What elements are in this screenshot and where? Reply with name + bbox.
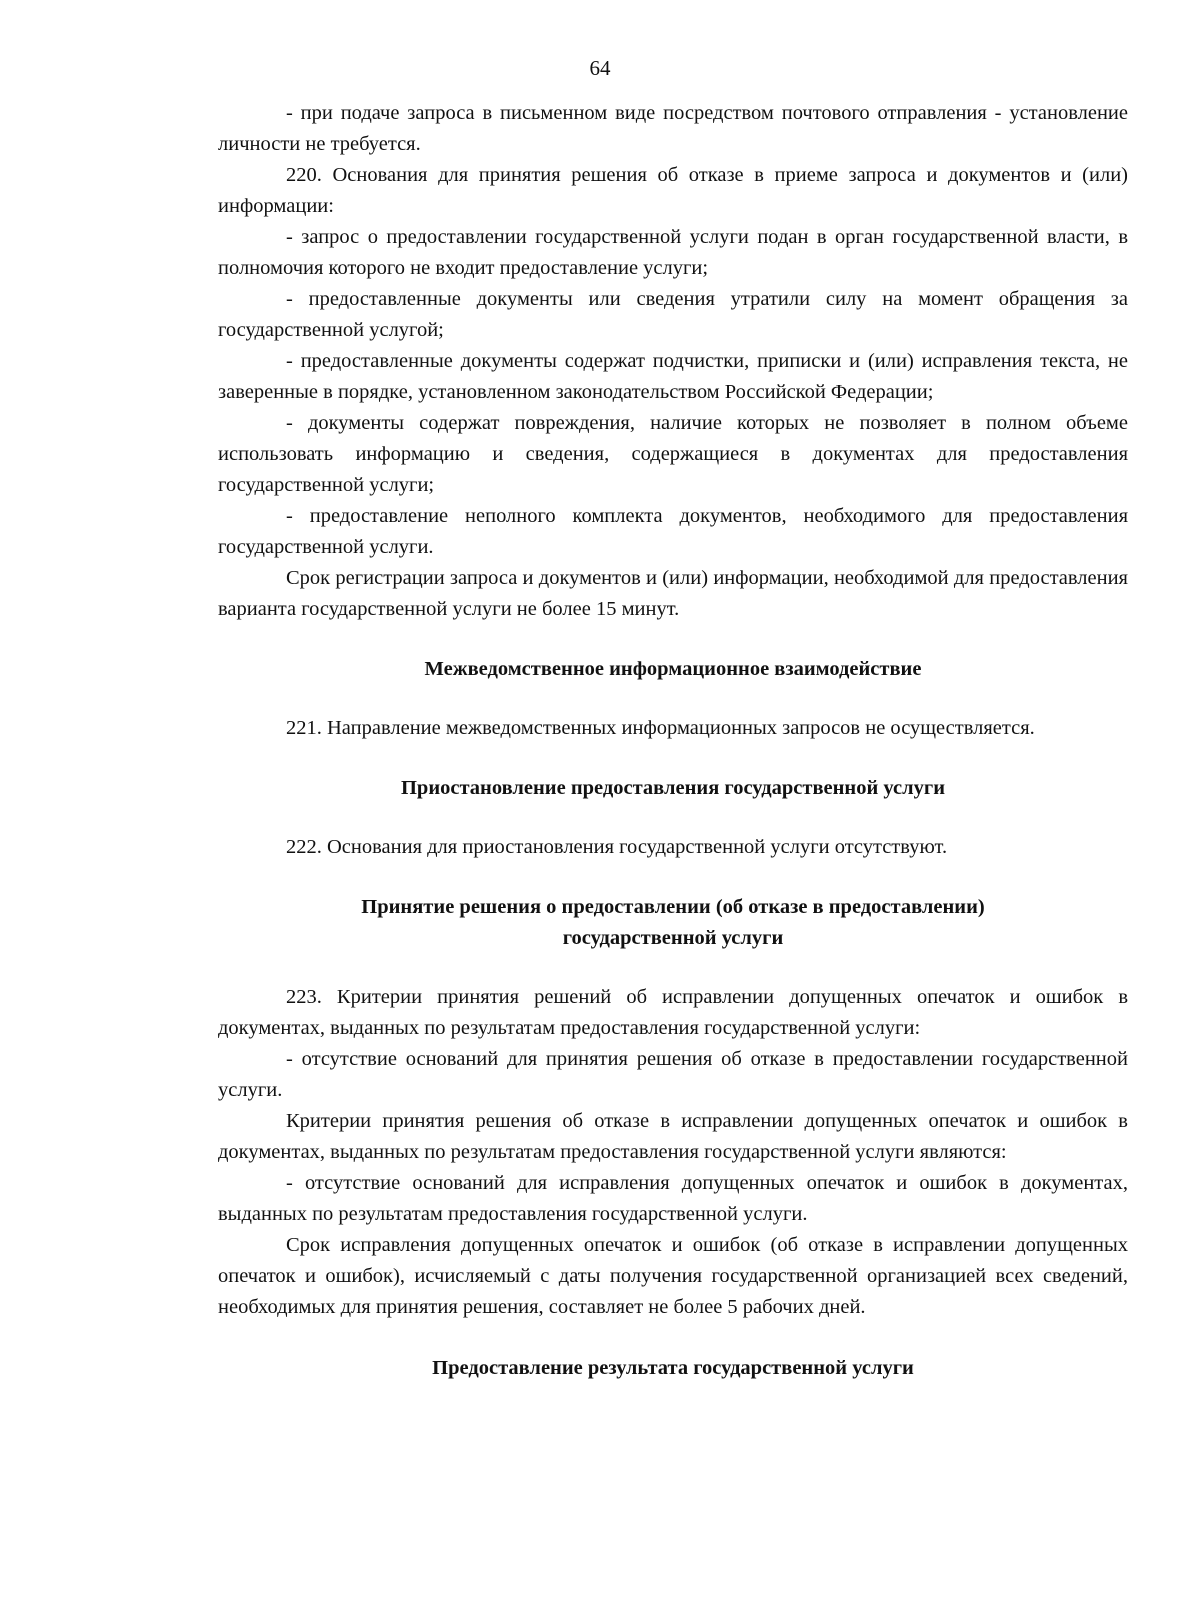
section-heading-interagency xyxy=(218,654,1128,685)
paragraph-postal-request: - при подаче запроса в письменном виде посредством почтового отправления - установление личности не требуется. xyxy=(218,102,1128,155)
list-item-incomplete-set: - предоставление неполного комплекта документов, необходимого для предоставления государственной услуги. xyxy=(218,505,1128,558)
paragraph-refusal-criteria: Критерии принятия решения об отказе в исправлении допущенных опечаток и ошибок в документах, выданных по результатам предоставления государственной услуги являются: xyxy=(218,1110,1128,1163)
heading-line: Принятие решения о предоставлении (об отказе в предоставлении) xyxy=(361,896,985,918)
heading-line: государственной услуги xyxy=(562,927,784,949)
list-item-no-grounds-correction: - отсутствие оснований для исправления допущенных опечаток и ошибок в документах, выданных по результатам предоставления государственной услуги. xyxy=(218,1172,1128,1225)
list-item-expired-documents: - предоставленные документы или сведения утратили силу на момент обращения за государственной услугой; xyxy=(218,288,1128,341)
section-heading-result xyxy=(218,1353,1128,1384)
paragraph-223: 223. Критерии принятия решений об исправлении допущенных опечаток и ошибок в документах, выданных по результатам предоставления государственной услуги: xyxy=(218,986,1128,1039)
paragraph-correction-term: Срок исправления допущенных опечаток и ошибок (об отказе в исправлении допущенных опечаток и ошибок), исчисляемый с даты получения государственной организацией всех сведений, необходимых для принятия решения, составляет не более 5 рабочих дней. xyxy=(218,1234,1128,1318)
heading-line: Предоставление результата государственной услуги xyxy=(432,1357,914,1379)
heading-line: Межведомственное информационное взаимодействие xyxy=(424,658,922,680)
paragraph-220: 220. Основания для принятия решения об отказе в приеме запроса и документов и (или) информации: xyxy=(218,164,1128,217)
section-heading-decision xyxy=(218,892,1128,954)
list-item-erasures: - предоставленные документы содержат подчистки, приписки и (или) исправления текста, не заверенные в порядке, установленном законодательством Российской Федерации; xyxy=(218,350,1128,403)
list-item-wrong-authority: - запрос о предоставлении государственной услуги подан в орган государственной власти, в полномочия которого не входит предоставление услуги; xyxy=(218,226,1128,279)
paragraph-registration-term: Срок регистрации запроса и документов и (или) информации, необходимой для предоставления варианта государственной услуги не более 15 минут. xyxy=(218,567,1128,620)
page-number: 64 xyxy=(589,56,611,80)
paragraph-221: 221. Направление межведомственных информационных запросов не осуществляется. xyxy=(286,717,1035,739)
section-heading-suspension xyxy=(218,773,1128,804)
list-item-damaged-documents: - документы содержат повреждения, наличие которых не позволяет в полном объеме использовать информацию и сведения, содержащиеся в документах для предоставления государственной услуги; xyxy=(218,412,1128,496)
document-body xyxy=(218,98,1128,1384)
heading-line: Приостановление предоставления государственной услуги xyxy=(400,777,946,799)
list-item-no-grounds-refusal: - отсутствие оснований для принятия решения об отказе в предоставлении государственной услуги. xyxy=(218,1048,1128,1101)
paragraph-222: 222. Основания для приостановления государственной услуги отсутствуют. xyxy=(286,836,948,858)
